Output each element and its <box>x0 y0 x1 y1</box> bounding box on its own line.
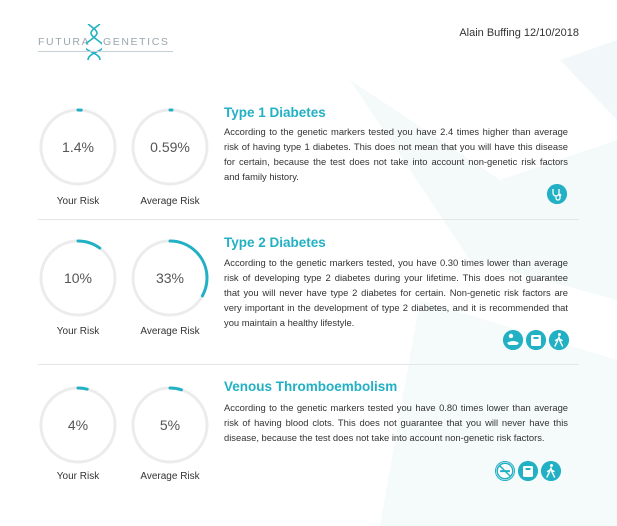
average-risk-value: 0.59% <box>150 139 190 155</box>
healthy-food-icon <box>503 330 523 350</box>
no-smoking-icon <box>495 461 515 481</box>
your-risk-label: Your Risk <box>56 326 100 337</box>
section-title: Type 2 Diabetes <box>224 235 326 250</box>
section-description: According to the genetic markers tested you have 2.4 times higher than average risk of having type 1 diabetes. This does not mean that you will have this disease for certain, because the test does not take into account non-genetic risk factors and family history. <box>224 126 568 182</box>
walking-icon <box>549 330 569 350</box>
section-description: According to the genetic markers tested, you have 0.30 times lower than average risk of developing type 2 diabetes during your lifetime. This does not guarantee that you will never have type 2 diabetes for certain. Non-genetic risk factors are very important in the development of type 2 diabetes, and it is recommended that you maintain a healthy lifestyle. <box>224 257 568 328</box>
your-risk-label: Your Risk <box>56 471 100 482</box>
walking-icon <box>541 461 561 481</box>
average-risk-gauge <box>130 385 210 465</box>
section-title: Venous Thromboembolism <box>224 379 398 394</box>
your-risk-value: 10% <box>63 270 93 286</box>
section-divider <box>38 364 579 365</box>
average-risk-label: Average Risk <box>140 326 200 337</box>
average-risk-value: 33% <box>155 270 185 286</box>
report-header <box>0 0 617 70</box>
your-risk-value: 1.4% <box>62 139 94 155</box>
average-risk-label: Average Risk <box>140 471 200 482</box>
recommendation-icons <box>503 330 569 350</box>
logo-text-futura: FUTURA <box>38 36 91 48</box>
logo-text-genetics: GENETICS <box>103 36 170 48</box>
dna-helix-icon <box>86 24 102 60</box>
weight-scale-icon <box>526 330 546 350</box>
average-risk-label: Average Risk <box>140 196 200 207</box>
user-name-date: Alain Buffing 12/10/2018 <box>459 27 579 39</box>
risk-section-venous-thromboembolism <box>0 372 617 512</box>
average-risk-value: 5% <box>159 417 181 433</box>
your-risk-gauge <box>38 238 118 318</box>
your-risk-gauge <box>38 107 118 187</box>
average-risk-gauge <box>130 107 210 187</box>
section-title: Type 1 Diabetes <box>224 105 326 120</box>
section-description: According to the genetic markers tested you have 0.80 times lower than average risk of having blood clots. This does not guarantee that you will never have this disease, because the test does not take into account non-genetic risk factors. <box>224 402 568 443</box>
logo-underline <box>38 51 173 52</box>
futura-genetics-logo <box>38 24 188 60</box>
stethoscope-icon <box>547 184 567 204</box>
your-risk-label: Your Risk <box>56 196 100 207</box>
average-risk-gauge <box>130 238 210 318</box>
weight-scale-icon <box>518 461 538 481</box>
recommendation-icons <box>547 184 567 204</box>
recommendation-icons <box>495 461 561 481</box>
risk-section-type2-diabetes <box>0 228 617 363</box>
your-risk-value: 4% <box>67 417 89 433</box>
your-risk-gauge <box>38 385 118 465</box>
section-divider <box>38 219 579 220</box>
risk-section-type1-diabetes <box>0 100 617 218</box>
